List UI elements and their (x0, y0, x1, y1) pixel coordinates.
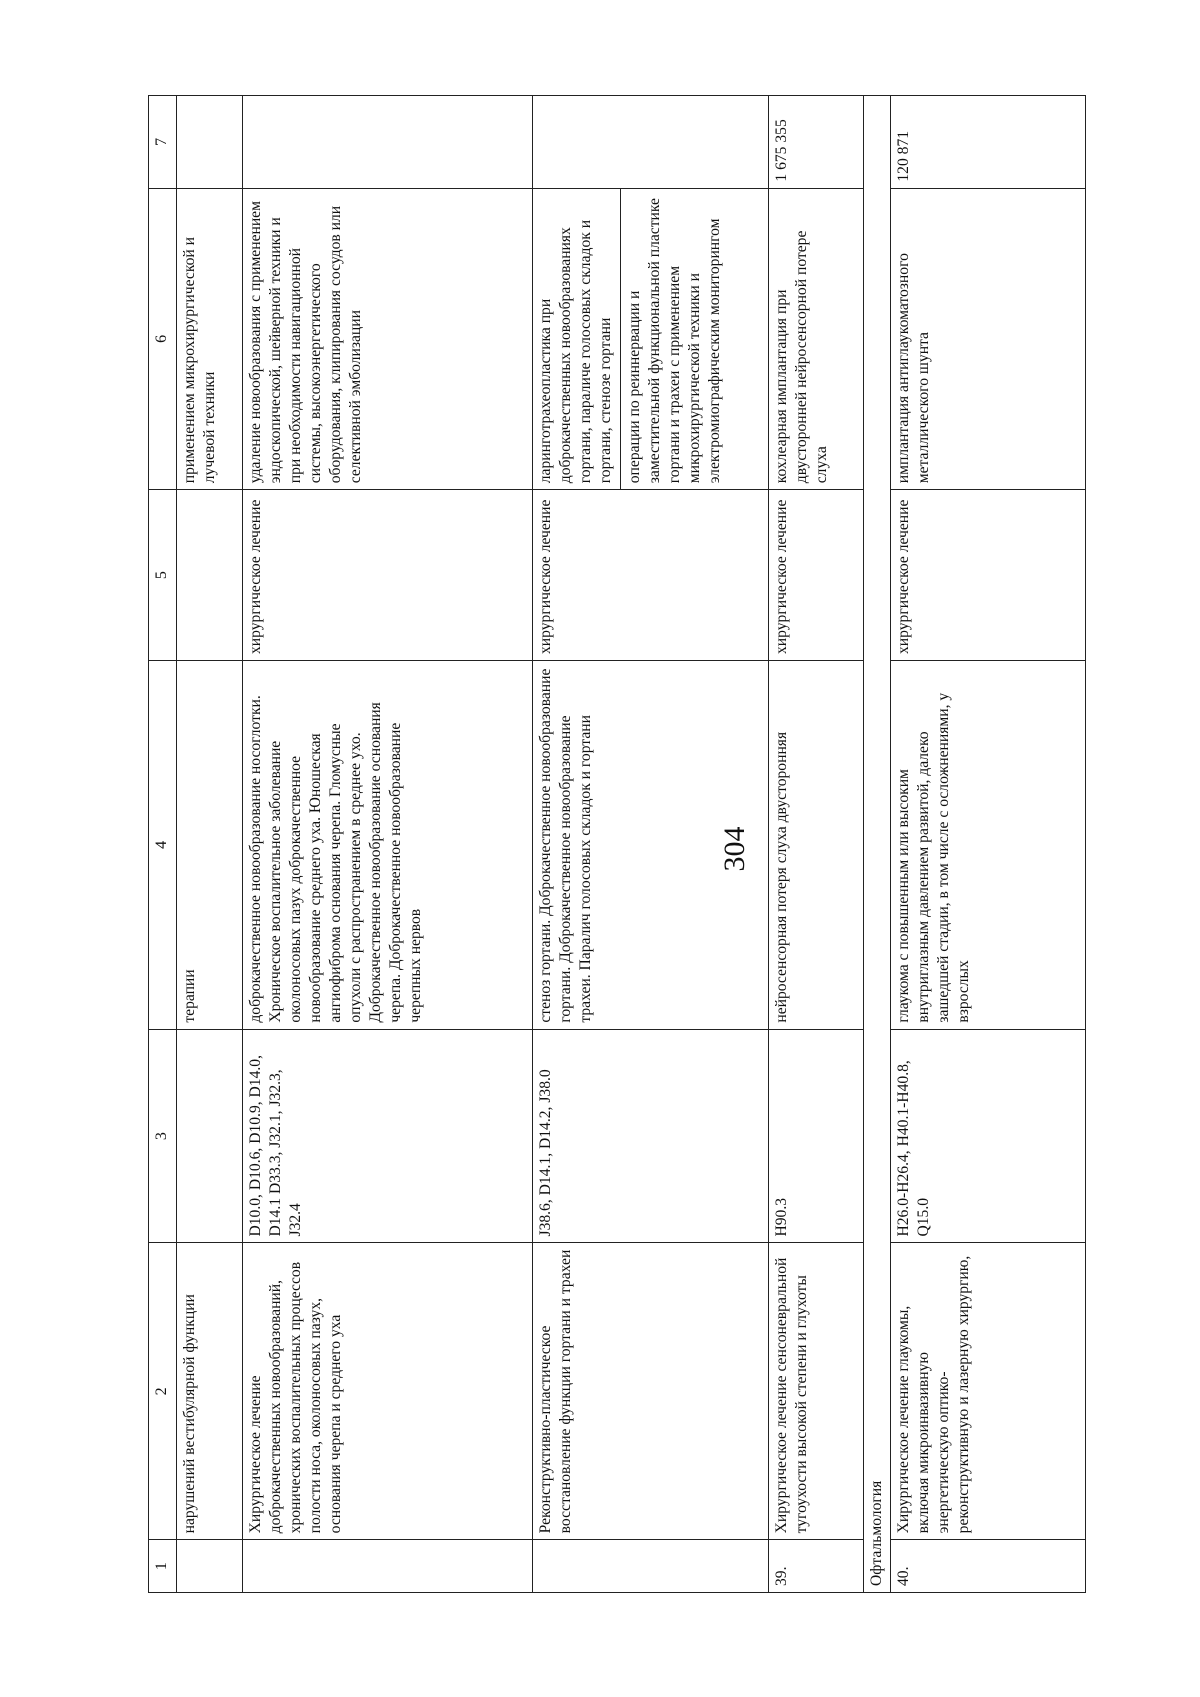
section-title: Офтальмология (864, 96, 891, 1593)
treatment-method-text: имплантация антиглаукоматозного металлического шунта (894, 253, 932, 484)
cost-value: 1 675 355 (769, 96, 864, 189)
patient-model: терапии (177, 661, 243, 1030)
method-group: Хирургическое лечение глаукомы, включая микроинвазивную энергетическую оптико-реконструктивную и лазерную хирургию, (890, 1243, 1085, 1540)
treatment-type (177, 490, 243, 661)
cost-value (243, 96, 533, 189)
treatment-method-text: удаление новообразования с применением эндоскопической, шейверной техники и при необходимости навигационной системы, высокоэнергетического оборудования, клипирования сосудов или селективной эмболизации (247, 201, 364, 484)
row-number: 40. (890, 1540, 1085, 1593)
table-row (890, 96, 1085, 1593)
section-row (864, 96, 891, 1593)
patient-model: глаукома с повышенным или высоким внутриглазным давлением развитой, далеко зашедшей стадии, в том числе с осложнениями, у взрослых (890, 661, 1085, 1030)
table-row (533, 96, 769, 1593)
table-row (769, 96, 864, 1593)
table-row (243, 96, 533, 1593)
header-col-7: 7 (149, 96, 177, 189)
treatment-method (243, 188, 533, 490)
header-col-6: 6 (149, 188, 177, 490)
header-col-4: 4 (149, 661, 177, 1030)
icd-codes (177, 1029, 243, 1243)
patient-model: нейросенсорная потеря слуха двусторонняя (769, 661, 864, 1030)
row-number: 39. (769, 1540, 864, 1593)
treatment-method (890, 188, 1085, 490)
table-header-row (149, 96, 177, 1593)
cost-value (533, 96, 769, 189)
icd-codes: D10.0, D10.6, D10.9, D14.0, D14.1 D33.3, J32.1, J32.3, J32.4 (243, 1029, 533, 1243)
treatment-method (177, 188, 243, 490)
treatment-type: хирургическое лечение (243, 490, 533, 661)
treatment-method (769, 188, 864, 490)
row-number (177, 1540, 243, 1593)
header-col-2: 2 (149, 1243, 177, 1540)
patient-model: доброкачественное новообразование носоглотки. Хроническое воспалительное заболевание околоносовых пазух доброкачественное новообразование среднего уха. Юношеская ангиофиброма основания черепа. Гломусные опухоли с распространением в среднее ухо. Доброкачественное новообразование основания черепа. Доброкачественное новообразование черепных нервов (243, 661, 533, 1030)
medical-care-table (148, 95, 1086, 1593)
method-group: Реконструктивно-пластическое восстановление функции гортани и трахеи (533, 1243, 769, 1540)
header-col-1: 1 (149, 1540, 177, 1593)
treatment-method (533, 188, 769, 490)
patient-model: стеноз гортани. Доброкачественное новообразование гортани. Доброкачественное новообразование трахеи. Паралич голосовых складок и гортани (533, 661, 769, 1030)
row-number (533, 1540, 769, 1593)
treatment-method-text: ларинготрахеопластика при доброкачественных новообразованиях гортани, параличе голосовых складок и гортани, стенозе гортани (537, 219, 614, 484)
treatment-method-text: применением микрохирургической и лучевой техники (181, 237, 218, 484)
icd-codes: J38.6, D14.1, D14.2, J38.0 (533, 1029, 769, 1243)
treatment-type: хирургическое лечение (769, 490, 864, 661)
icd-codes: H26.0-H26.4, H40.1-H40.8, Q15.0 (890, 1029, 1085, 1243)
row-number (243, 1540, 533, 1593)
treatment-type: хирургическое лечение (533, 490, 769, 661)
treatment-type: хирургическое лечение (890, 490, 1085, 661)
method-group: Хирургическое лечение доброкачественных новообразований, хронических воспалительных процессов полости носа, околоносовых пазух, основания черепа и среднего уха (243, 1243, 533, 1540)
header-col-3: 3 (149, 1029, 177, 1243)
cost-value: 120 871 (890, 96, 1085, 189)
treatment-method-text: операции по реиннервации и заместительной функциональной пластике гортани и трахеи с применением микрохирургической техники и электромиографическим мониторингом (620, 189, 725, 490)
method-group: нарушений вестибулярной функции (177, 1243, 243, 1540)
table-row (177, 96, 243, 1593)
treatment-method-text: кохлеарная имплантация при двусторонней нейросенсорной потере слуха (773, 230, 830, 484)
rotated-table-sheet (148, 95, 1086, 1593)
icd-codes: H90.3 (769, 1029, 864, 1243)
cost-value (177, 96, 243, 189)
header-col-5: 5 (149, 490, 177, 661)
page-number: 304 (718, 826, 751, 872)
method-group: Хирургическое лечение сенсоневральной тугоухости высокой степени и глухоты (769, 1243, 864, 1540)
